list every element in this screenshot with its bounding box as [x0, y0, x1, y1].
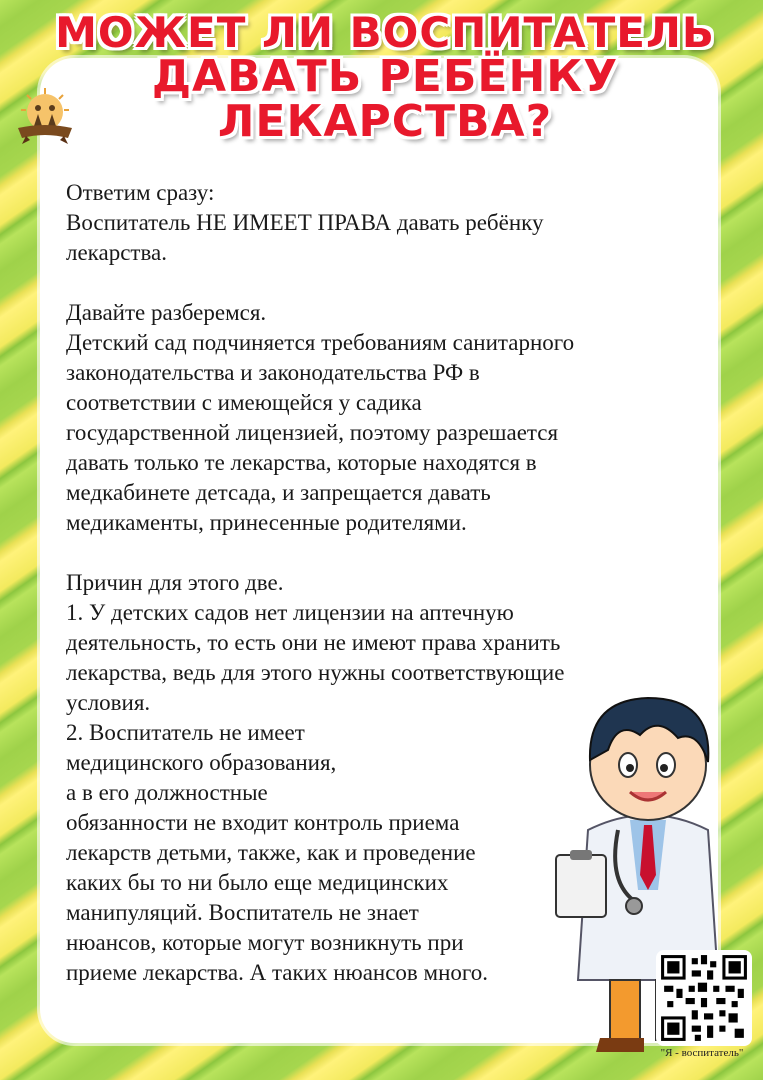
title-line-1: МОЖЕТ ЛИ ВОСПИТАТЕЛЬ: [55, 8, 715, 57]
page-title: [40, 8, 730, 147]
qr-caption: "Я - воспитатель": [660, 1047, 744, 1059]
title-line-2: ДАВАТЬ РЕБЁНКУ: [151, 50, 619, 102]
paragraph-answer: Ответим сразу: Воспитатель НЕ ИМЕЕТ ПРАВА давать ребёнку лекарства.: [66, 180, 544, 265]
paragraph-reasons: Причин для этого две. 1. У детских садов нет лицензии на аптечную деятельность, то есть они не имеют права хранить лекарства, ведь для этого нужны соответствующие условия. 2. Воспитатель не имеет медицинского образования, а в его должностные обязанности не входит контроль приема лекарств детьми, также, как и проведение каких бы то ни было еще медицинских манипуляций. Воспитатель не знает нюансов, которые могут возникнуть при приеме лекарства. А таких нюансов много.: [66, 570, 565, 985]
logo-icon: [12, 86, 78, 148]
qr-code-icon: [656, 950, 752, 1046]
paragraph-explanation: Давайте разберемся. Детский сад подчиняется требованиям санитарного законодательства и законодательства РФ в соответствии с имеющейся у садика государственной лицензией, поэтому разрешается давать только те лекарства, которые находятся в медкабинете детсада, и запрещается давать медикаменты, принесенные родителями.: [66, 300, 575, 535]
title-line-3: ЛЕКАРСТВА?: [217, 95, 553, 147]
